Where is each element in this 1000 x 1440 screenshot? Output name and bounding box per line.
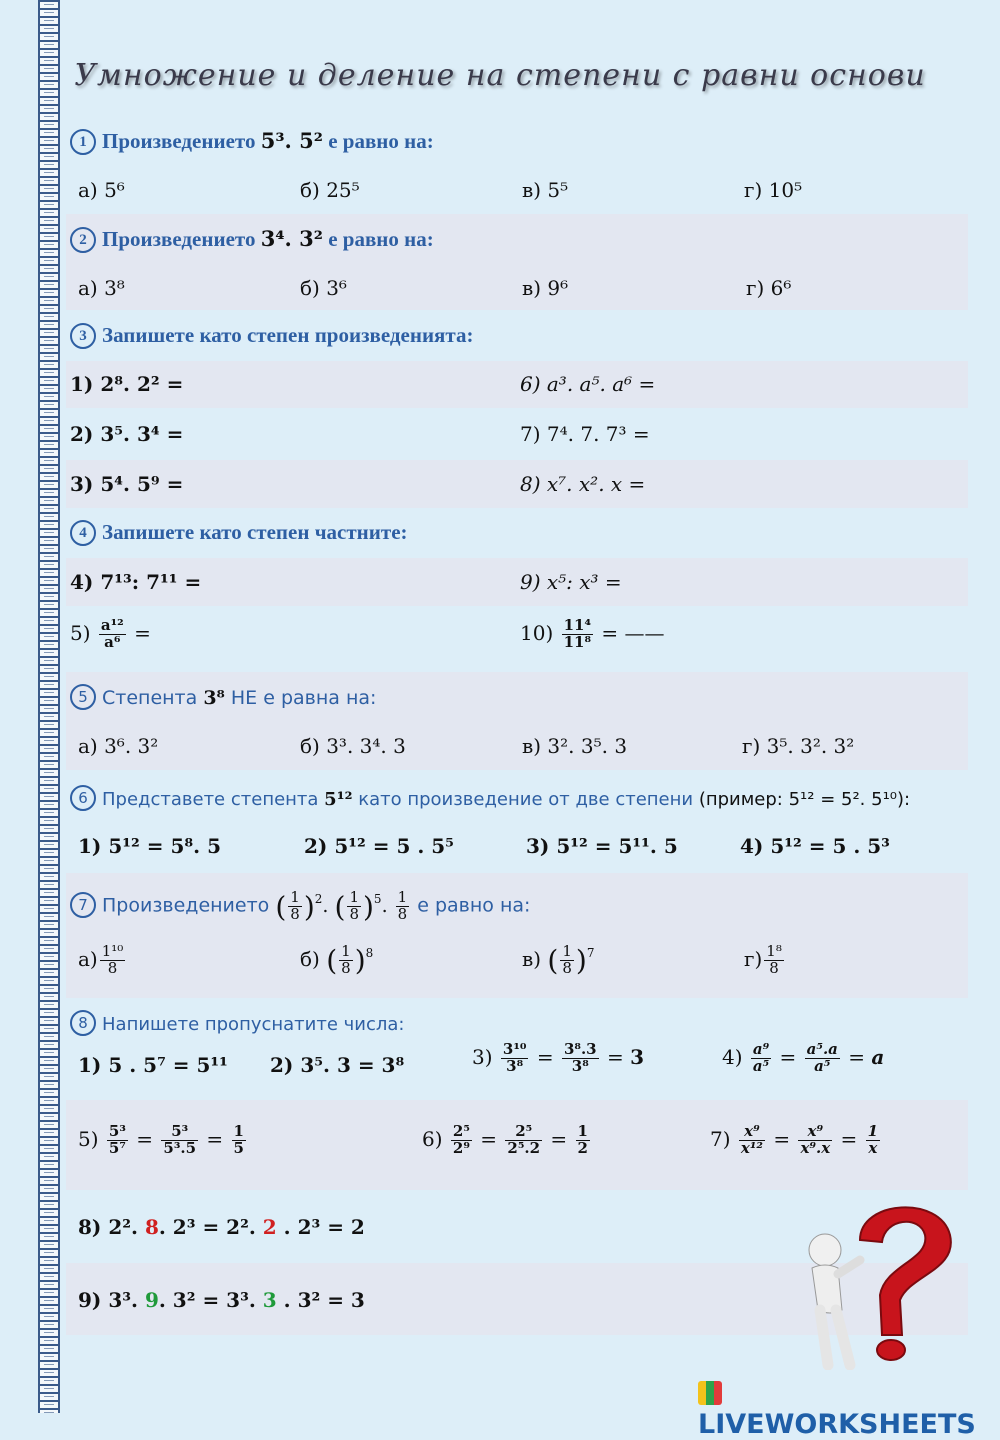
question-expression: 5³. 5² xyxy=(260,128,323,153)
denominator: 8 xyxy=(562,959,572,977)
numerator: a⁵.a xyxy=(806,1040,838,1058)
fraction xyxy=(451,1124,472,1157)
result: a xyxy=(871,1044,885,1069)
page-title: Умножение и деление на степени с равни основи xyxy=(74,58,926,93)
fraction xyxy=(739,1124,765,1157)
question-5 xyxy=(70,684,376,710)
denominator: 8 xyxy=(341,959,351,977)
denominator: x¹² xyxy=(740,1138,763,1157)
question-mark-figure-icon xyxy=(790,1190,960,1370)
question-number: 7 xyxy=(70,892,96,918)
denominator: 11⁸ xyxy=(563,632,592,651)
fraction xyxy=(805,1042,840,1075)
numerator: 1 xyxy=(867,1122,879,1140)
fraction xyxy=(562,1042,599,1075)
numerator: a¹² xyxy=(100,616,124,634)
q6-option-2[interactable]: 2) 5¹² = 5 . 5⁵ xyxy=(304,834,454,858)
question-text: Произведението xyxy=(102,129,261,153)
answer-1[interactable]: 8 xyxy=(144,1215,159,1239)
q8-item-8[interactable] xyxy=(78,1215,365,1239)
exponent: 8 xyxy=(365,946,374,960)
q6-option-1[interactable]: 1) 5¹² = 5⁸. 5 xyxy=(78,834,221,858)
numerator: 1 xyxy=(577,1122,588,1140)
fraction xyxy=(161,1124,198,1157)
option-label: б) xyxy=(300,947,320,971)
q7-option-b[interactable]: б) ( $\frac{1}{8}$ )$^8$ xyxy=(300,942,374,977)
exponent: 2 xyxy=(314,891,323,906)
denominator: a⁵ xyxy=(752,1056,770,1075)
q1-option-b[interactable]: б) 25⁵ xyxy=(300,178,360,202)
numerator: 1 xyxy=(397,888,408,907)
logo-icon xyxy=(698,1381,722,1405)
fraction xyxy=(562,618,593,651)
question-text-end: е равно на: xyxy=(322,227,434,251)
fraction xyxy=(505,1124,542,1157)
q7-option-a[interactable] xyxy=(78,944,127,977)
item-label: 3) xyxy=(472,1044,493,1069)
denominator: 3⁸ xyxy=(571,1056,589,1075)
q2-option-c[interactable]: в) 9⁶ xyxy=(522,276,569,300)
question-number: 1 xyxy=(70,129,96,155)
question-text: Степента xyxy=(102,687,204,709)
numerator: 3⁸.3 xyxy=(563,1040,597,1058)
item-label: 5) xyxy=(70,620,91,645)
exponent: 7 xyxy=(586,946,595,960)
question-number: 8 xyxy=(70,1010,96,1036)
item-label: 5) xyxy=(78,1126,99,1151)
q3-item-6[interactable]: 6) a³. a⁵. a⁶ = xyxy=(520,372,656,396)
option-label: а) xyxy=(78,946,98,971)
q7-option-d[interactable] xyxy=(744,944,786,977)
q8-item-4[interactable]: 4) $\frac{\text{a⁹}}{\text{a⁵}}$ = $\frac{\text{a⁵.a}}{\text{a⁵}}$ = a xyxy=(722,1040,885,1075)
band-row4 xyxy=(66,558,968,606)
question-text-end: като произведение от две степени xyxy=(352,789,699,810)
fraction xyxy=(576,1124,590,1157)
q5-option-a[interactable]: а) 3⁶. 3² xyxy=(78,734,159,758)
expr-part: . 2³ = 2². xyxy=(158,1215,263,1239)
numerator: 1¹⁰ xyxy=(101,942,124,960)
q3-item-8[interactable]: 8) x⁷. x². x = xyxy=(520,472,646,496)
equals: = —— xyxy=(595,620,665,645)
q8-item-3[interactable]: 3) $\frac{\text{3¹⁰}}{\text{3⁸}}$ = $\frac{\text{3⁸.3}}{\text{3⁸}}$ = 3 xyxy=(472,1040,645,1075)
fraction xyxy=(798,1124,832,1157)
numerator: 1 xyxy=(562,942,572,961)
numerator: 1 xyxy=(349,888,359,907)
denominator: 2⁹ xyxy=(452,1138,470,1157)
q4-item-9[interactable]: 9) x⁵: x³ = xyxy=(520,570,622,594)
q1-option-c[interactable]: в) 5⁵ xyxy=(522,178,569,202)
question-number: 2 xyxy=(70,227,96,253)
numerator: 5³ xyxy=(108,1122,126,1140)
fraction xyxy=(866,1124,880,1157)
numerator: 11⁴ xyxy=(563,616,592,634)
denominator: 2⁵.2 xyxy=(507,1138,541,1157)
numerator: 1 xyxy=(341,942,351,961)
numerator: 1 xyxy=(233,1122,244,1140)
fraction xyxy=(99,618,126,651)
result: 3 xyxy=(630,1044,645,1069)
numerator: a⁹ xyxy=(752,1040,770,1058)
answer-1[interactable]: 9 xyxy=(144,1288,159,1312)
band-row1 xyxy=(66,361,968,408)
q3-item-1[interactable]: 1) 2⁸. 2² = xyxy=(70,372,184,396)
question-expression: 3⁴. 3² xyxy=(260,226,323,251)
denominator: a⁶ xyxy=(104,632,121,651)
q6-option-4[interactable]: 4) 5¹² = 5 . 5³ xyxy=(740,834,890,858)
q4-item-10[interactable] xyxy=(520,618,665,651)
q5-option-d[interactable]: г) 3⁵. 3². 3² xyxy=(742,734,855,758)
denominator: x xyxy=(868,1138,878,1157)
q1-option-d[interactable]: г) 10⁵ xyxy=(744,178,803,202)
q8-item-2[interactable]: 2) 3⁵. 3 = 3⁸ xyxy=(270,1053,405,1077)
question-1 xyxy=(70,128,434,155)
question-text-end: е равно на: xyxy=(322,129,434,153)
question-4 xyxy=(70,520,408,546)
fraction xyxy=(751,1042,771,1075)
question-text: Запишете като степен произведенията: xyxy=(102,323,474,347)
item-label: 10) xyxy=(520,620,554,645)
question-2 xyxy=(70,226,434,253)
denominator: 2 xyxy=(577,1138,588,1157)
expr-part: . 2³ = 2 xyxy=(276,1215,365,1239)
q8-item-5[interactable]: 5) $\frac{\text{5³}}{\text{5⁷}}$ = $\frac{\text{5³}}{\text{5³.5}}$ = $\frac{1}{5}$ xyxy=(78,1122,244,1157)
numerator: x⁹ xyxy=(739,1124,765,1141)
fraction xyxy=(232,1124,246,1157)
band-row3 xyxy=(66,460,968,508)
question-text: Произведението xyxy=(102,894,276,917)
q6-option-3[interactable]: 3) 5¹² = 5¹¹. 5 xyxy=(526,834,678,858)
numerator: 1 xyxy=(290,888,300,907)
example-text: (пример: 5¹² = 5². 5¹⁰): xyxy=(698,789,911,810)
fraction xyxy=(501,1042,529,1075)
numerator: 3¹⁰ xyxy=(502,1040,527,1058)
question-number: 6 xyxy=(70,785,96,811)
expr-part: 9) 3³. xyxy=(78,1288,145,1312)
question-text-end: НЕ е равна на: xyxy=(224,687,377,709)
q8-item-6[interactable]: 6) $\frac{\text{2⁵}}{\text{2⁹}}$ = $\frac{\text{2⁵}}{\text{2⁵.2}}$ = $\frac{1}{2}$ xyxy=(422,1122,588,1157)
question-number: 5 xyxy=(70,684,96,710)
question-text: Запишете като степен частните: xyxy=(102,520,408,544)
option-label: г) xyxy=(744,946,763,971)
brand-name: LIVEWORKSHEETS xyxy=(698,1409,976,1440)
numerator: 2⁵ xyxy=(452,1122,470,1140)
q3-item-2[interactable]: 2) 3⁵. 3⁴ = xyxy=(70,422,184,446)
question-text: Произведението xyxy=(102,227,261,251)
denominator: x⁹.x xyxy=(800,1138,831,1157)
denominator: 8 xyxy=(397,905,408,923)
denominator: 3⁸ xyxy=(506,1056,524,1075)
question-3 xyxy=(70,323,473,349)
q2-option-a[interactable]: а) 3⁸ xyxy=(78,276,125,300)
question-text: Представете степента xyxy=(102,789,325,810)
question-6 xyxy=(70,785,910,811)
answer-2[interactable]: 2 xyxy=(262,1215,277,1239)
question-text: Напишете пропуснатите числа: xyxy=(102,1014,405,1035)
decorative-border xyxy=(38,0,60,1413)
numerator: 5³ xyxy=(161,1124,198,1141)
expr-part: . 3² = 3 xyxy=(276,1288,365,1312)
numerator: x⁹ xyxy=(798,1124,832,1141)
denominator: 8 xyxy=(349,905,359,923)
denominator: 8 xyxy=(764,960,784,977)
denominator: 8 xyxy=(100,960,126,977)
numerator: 1⁸ xyxy=(766,942,782,960)
q2-option-b[interactable]: б) 3⁶ xyxy=(300,276,347,300)
q7-option-c[interactable]: в) ( $\frac{1}{8}$ )$^7$ xyxy=(522,942,595,977)
q4-item-5[interactable] xyxy=(70,618,151,651)
equals: = xyxy=(127,620,151,645)
q4-item-4[interactable]: 4) 7¹³: 7¹¹ = xyxy=(70,570,202,594)
expr-part: . 3² = 3³. xyxy=(158,1288,263,1312)
question-number: 4 xyxy=(70,520,96,546)
option-label: в) xyxy=(522,947,542,971)
denominator: 8 xyxy=(290,905,300,923)
exponent: 5 xyxy=(373,891,382,906)
numerator: 2⁵ xyxy=(505,1124,542,1141)
denominator: 5³.5 xyxy=(163,1138,197,1157)
item-label: 7) xyxy=(710,1126,731,1151)
question-number: 3 xyxy=(70,323,96,349)
denominator: a⁵ xyxy=(814,1056,831,1075)
answer-2[interactable]: 3 xyxy=(262,1288,277,1312)
q3-item-3[interactable]: 3) 5⁴. 5⁹ = xyxy=(70,472,184,496)
question-text-end: е равно на: xyxy=(417,894,531,917)
question-expression: 5¹² xyxy=(324,789,353,810)
q8-item-1[interactable]: 1) 5 . 5⁷ = 5¹¹ xyxy=(78,1053,228,1077)
item-label: 6) xyxy=(422,1126,443,1151)
denominator: 5 xyxy=(233,1138,244,1157)
expr-part: 8) 2². xyxy=(78,1215,145,1239)
item-label: 4) xyxy=(722,1044,743,1069)
q8-item-7[interactable]: 7) $\frac{\text{x⁹}}{\text{x¹²}}$ = $\frac{\text{x⁹}}{\text{x⁹.x}}$ = $\frac{1}{x}$ xyxy=(710,1122,879,1157)
q2-option-d[interactable]: г) 6⁶ xyxy=(746,276,792,300)
fraction xyxy=(107,1124,128,1157)
question-7 xyxy=(70,890,530,923)
q5-option-b[interactable]: б) 3³. 3⁴. 3 xyxy=(300,734,406,758)
q1-option-a[interactable]: а) 5⁶ xyxy=(78,178,125,202)
question-8 xyxy=(70,1010,404,1036)
q3-item-7[interactable]: 7) 7⁴. 7. 7³ = xyxy=(520,422,650,446)
question-expression: 3⁸ xyxy=(203,687,225,709)
brand-logo xyxy=(698,1378,1000,1440)
q7-expression: ( $\frac{1}{8}$ )$^2$. ( $\frac{1}{8}$ )$^5$. $\frac{1}{8}$ xyxy=(275,888,408,923)
q8-item-9[interactable] xyxy=(78,1288,365,1312)
denominator: 5⁷ xyxy=(108,1138,126,1157)
q5-option-c[interactable]: в) 3². 3⁵. 3 xyxy=(522,734,628,758)
